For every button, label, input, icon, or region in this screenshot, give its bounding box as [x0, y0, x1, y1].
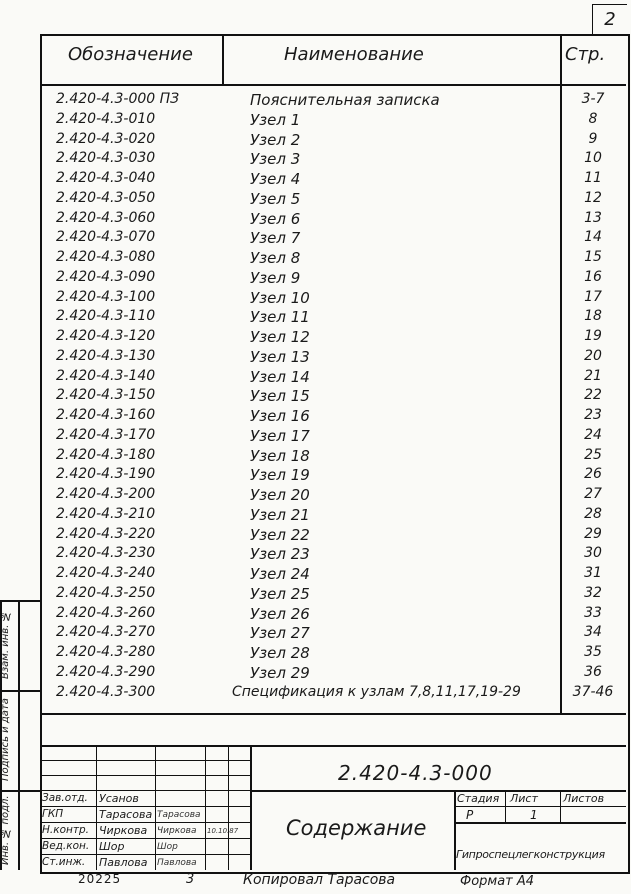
- title-block-top-line: [40, 745, 626, 747]
- tb-people-vline-1: [96, 746, 97, 870]
- row-name: Узел 26: [250, 604, 310, 623]
- row-code: 2.420-4.3-220: [56, 525, 156, 542]
- footer-copy-sheet: 3: [186, 872, 195, 887]
- row-page: 28: [584, 505, 602, 522]
- organization: Гипроспецлегконструкция: [456, 848, 605, 861]
- side-label-inv-orig: Инв. № подл.: [0, 795, 11, 865]
- row-name: Узел 6: [250, 209, 301, 228]
- tb-people-vline-2: [155, 746, 156, 870]
- row-page: 37-46: [572, 683, 614, 700]
- person-name: Тарасова: [99, 808, 153, 821]
- tb-people-hline-1: [40, 775, 250, 776]
- stage-label: Стадия: [457, 792, 500, 805]
- table-row: [0, 210, 631, 228]
- row-page: 27: [584, 486, 602, 502]
- row-name: Узел 16: [250, 407, 310, 425]
- row-page: 30: [584, 545, 602, 562]
- row-page: 32: [584, 584, 602, 601]
- row-code: 2.420-4.3-260: [56, 604, 156, 621]
- tb-people-hline-3: [40, 806, 250, 807]
- table-row: [0, 190, 631, 208]
- footer-copied-by: Копировал Тарасова: [243, 872, 396, 888]
- row-name: Узел 18: [250, 446, 310, 465]
- person-signature: Шор: [157, 842, 178, 852]
- table-row: [0, 466, 631, 484]
- row-code: 2.420-4.3-050: [56, 189, 156, 206]
- row-code: 2.420-4.3-270: [56, 624, 156, 641]
- row-name: Узел 17: [250, 426, 310, 445]
- table-row: [0, 348, 631, 366]
- table-row: [0, 387, 631, 405]
- row-code: 2.420-4.3-250: [56, 584, 156, 601]
- table-row: [0, 229, 631, 247]
- table-row: [0, 150, 631, 168]
- row-code: 2.420-4.3-180: [56, 446, 156, 463]
- sheet-value: 1: [530, 808, 538, 822]
- row-page: 33: [584, 604, 602, 621]
- table-row: [0, 170, 631, 188]
- row-page: 11: [584, 170, 602, 186]
- row-name: Узел 29: [250, 663, 310, 682]
- footer-format: Формат А4: [460, 874, 535, 889]
- tb-vline-sheet: [505, 790, 506, 822]
- person-date: 10.10.87: [207, 827, 239, 835]
- row-name: Узел 1: [250, 110, 301, 129]
- table-row: [0, 269, 631, 287]
- person-signature: Тарасова: [157, 810, 201, 820]
- row-code: 2.420-4.3-110: [56, 308, 156, 325]
- person-name: Усанов: [99, 792, 139, 805]
- person-role: ГКП: [42, 808, 64, 820]
- row-code: 2.420-4.3-280: [56, 644, 156, 660]
- row-name: Узел 25: [250, 584, 310, 603]
- row-code: 2.420-4.3-010: [56, 110, 156, 127]
- table-row: [0, 684, 631, 702]
- row-name: Узел 8: [250, 249, 301, 267]
- row-name: Узел 12: [250, 328, 310, 346]
- row-code: 2.420-4.3-290: [56, 663, 156, 680]
- row-page: 22: [584, 387, 602, 404]
- table-row: [0, 585, 631, 603]
- table-row: [0, 486, 631, 504]
- row-page: 14: [584, 229, 602, 246]
- row-page: 25: [584, 446, 602, 463]
- row-code: 2.420-4.3-240: [56, 565, 156, 581]
- row-page: 19: [584, 328, 602, 344]
- row-page: 26: [584, 466, 602, 483]
- row-page: 17: [584, 288, 602, 305]
- table-row: [0, 289, 631, 307]
- row-name: Узел 28: [250, 644, 310, 662]
- row-name: Узел 22: [250, 525, 310, 544]
- row-page: 16: [584, 268, 602, 285]
- table-row: [0, 427, 631, 445]
- row-page: 10: [584, 150, 602, 167]
- row-code: 2.420-4.3-230: [56, 545, 156, 562]
- table-row: [0, 308, 631, 326]
- person-signature: Чиркова: [157, 826, 197, 836]
- row-page: 36: [584, 663, 602, 680]
- row-name: Узел 2: [250, 130, 301, 149]
- header-col-divider-1: [222, 34, 224, 84]
- row-page: 3-7: [581, 91, 605, 107]
- row-code: 2.420-4.3-150: [56, 387, 156, 404]
- row-name: Узел 27: [250, 624, 310, 643]
- tb-vline-sheets: [560, 790, 561, 822]
- row-code: 2.420-4.3-130: [56, 347, 156, 364]
- page-number: 2: [592, 4, 627, 35]
- row-name: Узел 24: [250, 565, 310, 583]
- row-page: 35: [584, 644, 602, 660]
- row-code: 2.420-4.3-060: [56, 209, 156, 226]
- row-name: Узел 14: [250, 367, 310, 386]
- stage-value: Р: [466, 808, 474, 822]
- row-code: 2.420-4.3-100: [56, 288, 156, 305]
- person-name: Чиркова: [99, 824, 148, 837]
- row-code: 2.420-4.3-090: [56, 268, 156, 285]
- table-row: [0, 526, 631, 544]
- row-page: 9: [588, 130, 598, 147]
- row-name: Узел 4: [250, 170, 301, 188]
- header-page: Стр.: [565, 44, 606, 65]
- person-role: Вед.кон.: [42, 840, 90, 852]
- row-name: Узел 23: [250, 545, 310, 564]
- row-page: 12: [584, 189, 602, 206]
- doc-title: Содержание: [286, 816, 427, 840]
- tb-people-hline-0: [40, 760, 250, 761]
- row-code: 2.420-4.3-210: [56, 505, 156, 522]
- row-code: 2.420-4.3-000 ПЗ: [56, 91, 180, 107]
- row-name: Узел 21: [250, 505, 310, 524]
- side-stamp-border-2: [18, 600, 20, 870]
- table-row: [0, 91, 631, 109]
- table-row: [0, 605, 631, 623]
- side-label-inv-repl: Взам. инв. №: [0, 610, 11, 680]
- row-page: 24: [584, 426, 602, 443]
- row-name: Пояснительная записка: [250, 91, 440, 109]
- table-row: [0, 328, 631, 346]
- row-page: 23: [584, 407, 602, 423]
- tb-hline-stage-2: [454, 822, 626, 824]
- footer-number: 20225: [78, 872, 122, 886]
- row-code: 2.420-4.3-030: [56, 150, 156, 167]
- row-name: Узел 10: [250, 288, 310, 307]
- table-row: [0, 407, 631, 425]
- table-row: [0, 131, 631, 149]
- row-code: 2.420-4.3-080: [56, 249, 156, 265]
- doc-code: 2.420-4.3-000: [338, 761, 493, 785]
- row-page: 13: [584, 209, 602, 226]
- person-role: Ст.инж.: [42, 856, 86, 868]
- table-row: [0, 664, 631, 682]
- row-name: Узел 3: [250, 150, 301, 169]
- table-row: [0, 506, 631, 524]
- tb-vline-main: [250, 746, 252, 870]
- row-name: Узел 20: [250, 486, 310, 504]
- row-code: 2.420-4.3-040: [56, 170, 156, 186]
- person-role: Н.контр.: [42, 824, 89, 836]
- header-divider: [40, 84, 626, 86]
- row-page: 8: [588, 110, 598, 127]
- table-row: [0, 111, 631, 129]
- table-row: [0, 368, 631, 386]
- tb-people-hline-6: [40, 854, 250, 855]
- row-code: 2.420-4.3-200: [56, 486, 156, 502]
- row-name: Узел 13: [250, 347, 310, 366]
- table-row: [0, 644, 631, 662]
- row-name: Спецификация к узлам 7,8,11,17,19-29: [232, 683, 521, 700]
- row-code: 2.420-4.3-120: [56, 328, 156, 344]
- side-label-sign-date: Подпись и дата: [0, 698, 11, 782]
- tb-people-hline-2: [40, 790, 250, 791]
- table-bottom-line: [40, 713, 626, 715]
- row-code: 2.420-4.3-140: [56, 367, 156, 384]
- person-name: Шор: [99, 840, 125, 853]
- row-code: 2.420-4.3-160: [56, 407, 156, 423]
- table-row: [0, 249, 631, 267]
- tb-people-hline-4: [40, 822, 250, 823]
- tb-people-vline-3: [205, 746, 206, 870]
- tb-people-hline-5: [40, 838, 250, 839]
- row-page: 18: [584, 308, 602, 325]
- row-page: 15: [584, 249, 602, 265]
- table-row: [0, 565, 631, 583]
- header-name: Наименование: [284, 44, 424, 65]
- row-page: 31: [584, 565, 602, 581]
- row-name: Узел 19: [250, 466, 310, 485]
- row-name: Узел 11: [250, 308, 310, 327]
- row-code: 2.420-4.3-020: [56, 130, 156, 147]
- table-row: [0, 545, 631, 563]
- row-name: Узел 5: [250, 189, 301, 208]
- row-page: 34: [584, 624, 602, 641]
- sheet-label: Лист: [510, 792, 538, 805]
- row-code: 2.420-4.3-190: [56, 466, 156, 483]
- row-code: 2.420-4.3-170: [56, 426, 156, 443]
- table-row: [0, 624, 631, 642]
- sheets-label: Листов: [563, 792, 605, 805]
- row-name: Узел 9: [250, 268, 301, 287]
- table-row: [0, 447, 631, 465]
- row-code: 2.420-4.3-070: [56, 229, 156, 246]
- row-name: Узел 15: [250, 387, 310, 406]
- person-signature: Павлова: [157, 858, 197, 868]
- row-code: 2.420-4.3-300: [56, 683, 156, 700]
- person-role: Зав.отд.: [42, 792, 88, 804]
- header-designation: Обозначение: [68, 44, 193, 65]
- person-name: Павлова: [99, 856, 148, 869]
- tb-people-vline-4: [228, 746, 229, 870]
- row-page: 29: [584, 525, 602, 542]
- row-page: 20: [584, 347, 602, 364]
- row-page: 21: [584, 367, 602, 384]
- row-name: Узел 7: [250, 229, 301, 248]
- tb-hline-stage-1: [454, 806, 626, 807]
